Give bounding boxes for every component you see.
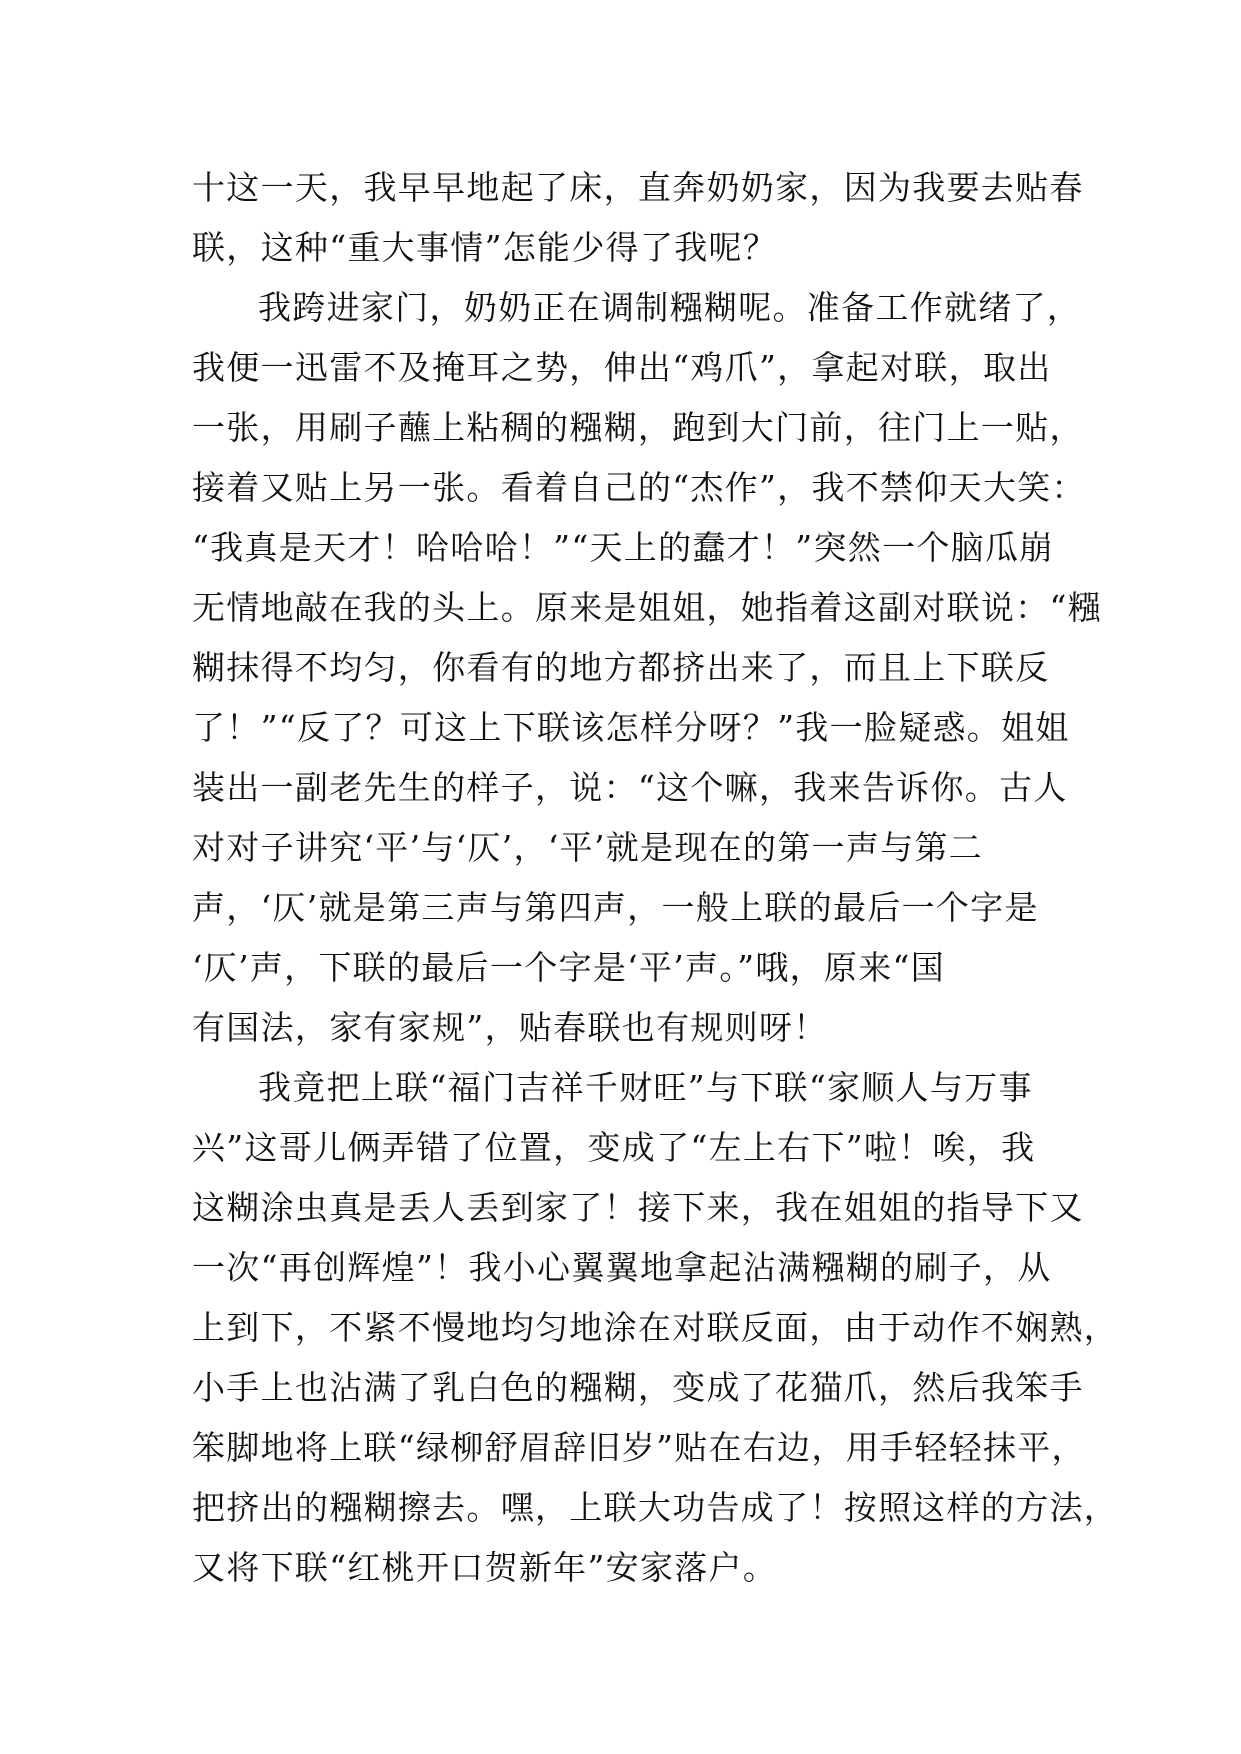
text-line: 十这一天，我早早地起了床，直奔奶奶家，因为我要去贴春 [192, 168, 1084, 207]
text-line: “我真是天才！哈哈哈！”“天上的蠢才！”突然一个脑瓜崩 [192, 528, 1054, 567]
document-body [192, 158, 1119, 1598]
text-line: 装出一副老先生的样子，说：“这个嘛，我来告诉你。古人 [192, 768, 1068, 807]
text-line: 小手上也沾满了乳白色的糨糊，变成了花猫爪，然后我笨手 [192, 1368, 1084, 1407]
text-line: 声，‘仄’就是第三声与第四声，一般上联的最后一个字是 [192, 888, 1039, 927]
text-line: 兴”这哥儿俩弄错了位置，变成了“左上右下”啦！唉，我 [192, 1128, 1036, 1167]
text-line: 了！”“反了？可这上下联该怎样分呀？”我一脸疑惑。姐姐 [192, 708, 1070, 747]
text-line: 我便一迅雷不及掩耳之势，伸出“鸡爪”，拿起对联，取出 [192, 348, 1052, 387]
text-line: 接着又贴上另一张。看着自己的“杰作”，我不禁仰天大笑： [192, 468, 1086, 507]
paragraph-start-line: 我竟把上联“福门吉祥千财旺”与下联“家顺人与万事 [258, 1068, 1033, 1107]
text-line: 又将下联“红桃开口贺新年”安家落户。 [192, 1548, 778, 1587]
text-line: 把挤出的糨糊擦去。嘿，上联大功告成了！按照这样的方法， [192, 1488, 1119, 1527]
paragraph-start-line: 我跨进家门，奶奶正在调制糨糊呢。准备工作就绪了， [258, 288, 1082, 327]
text-line: 对对子讲究‘平’与‘仄’，‘平’就是现在的第一声与第二 [192, 828, 984, 867]
text-line: 无情地敲在我的头上。原来是姐姐，她指着这副对联说：“糨 [192, 588, 1102, 627]
text-line: 上到下，不紧不慢地均匀地涂在对联反面，由于动作不娴熟， [192, 1308, 1119, 1347]
text-line: 联，这种“重大事情”怎能少得了我呢？ [192, 228, 778, 267]
text-line: 糊抹得不均匀，你看有的地方都挤出来了，而且上下联反 [192, 648, 1050, 687]
text-line: 一次“再创辉煌”！我小心翼翼地拿起沾满糨糊的刷子，从 [192, 1248, 1052, 1287]
text-line: 一张，用刷子蘸上粘稠的糨糊，跑到大门前，往门上一贴， [192, 408, 1084, 447]
text-line: ‘仄’声，下联的最后一个字是‘平’声。”哦，原来“国 [192, 948, 945, 987]
text-line: 有国法，家有家规”，贴春联也有规则呀！ [192, 1008, 828, 1047]
text-line: 笨脚地将上联“绿柳舒眉辞旧岁”贴在右边，用手轻轻抹平， [192, 1428, 1086, 1467]
text-line: 这糊涂虫真是丢人丢到家了！接下来，我在姐姐的指导下又 [192, 1188, 1084, 1227]
